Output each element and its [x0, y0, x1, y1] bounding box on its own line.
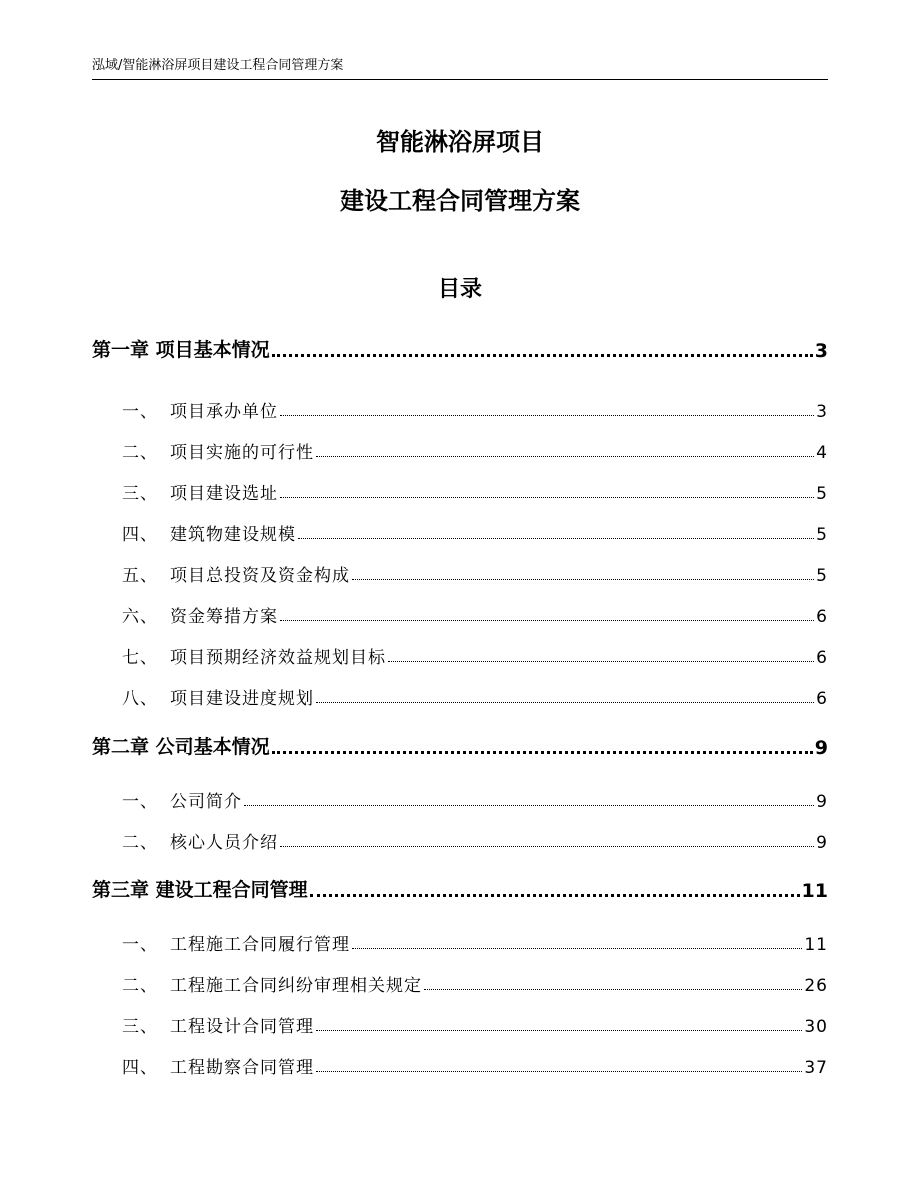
- toc-section-label: 项目建设选址: [170, 484, 278, 504]
- toc-section-number: 六、: [122, 607, 158, 627]
- toc-section[interactable]: [92, 519, 828, 545]
- toc-page-number: 9: [816, 792, 828, 812]
- toc-section-number: 七、: [122, 648, 158, 668]
- toc-section[interactable]: [92, 478, 828, 504]
- toc-section[interactable]: [92, 929, 828, 955]
- toc-section[interactable]: [92, 396, 828, 422]
- toc-leader-dots: [316, 456, 814, 457]
- toc-leader-dots: [352, 948, 802, 949]
- toc-chapter-label: 第三章 建设工程合同管理: [92, 879, 308, 901]
- toc-section-label: 项目总投资及资金构成: [170, 566, 350, 586]
- toc-page-number: 26: [804, 976, 828, 996]
- toc-chapter[interactable]: [92, 336, 828, 362]
- toc-section-label: 公司简介: [170, 792, 242, 812]
- toc-section-label: 核心人员介绍: [170, 833, 278, 853]
- toc-page-number: 5: [816, 484, 828, 504]
- toc-page-number: 3: [816, 402, 828, 422]
- toc-leader-dots: [280, 620, 814, 621]
- toc-section-number: 四、: [122, 525, 158, 545]
- toc-section[interactable]: [92, 827, 828, 853]
- toc-leader-dots: [352, 579, 814, 580]
- running-header: 泓域/智能淋浴屏项目建设工程合同管理方案: [92, 54, 828, 80]
- toc-leader-dots: [280, 497, 814, 498]
- toc-leader-dots: [272, 354, 813, 357]
- toc-section[interactable]: [92, 437, 828, 463]
- toc-section-number: 五、: [122, 566, 158, 586]
- toc-page-number: 5: [816, 566, 828, 586]
- toc-leader-dots: [280, 846, 814, 847]
- toc-leader-dots: [388, 661, 814, 662]
- toc-leader-dots: [316, 702, 814, 703]
- toc-section-label: 工程勘察合同管理: [170, 1058, 314, 1078]
- toc-section[interactable]: [92, 642, 828, 668]
- toc-page-number: 9: [816, 833, 828, 853]
- toc-section-label: 项目预期经济效益规划目标: [170, 648, 386, 668]
- toc-page-number: 4: [816, 443, 828, 463]
- toc-section-number: 一、: [122, 402, 158, 422]
- toc-section-label: 项目承办单位: [170, 402, 278, 422]
- toc-section-number: 四、: [122, 1058, 158, 1078]
- document-title-line2: 建设工程合同管理方案: [340, 187, 580, 215]
- toc-section[interactable]: [92, 970, 828, 996]
- toc-leader-dots: [280, 415, 814, 416]
- toc-section-number: 二、: [122, 443, 158, 463]
- toc-section[interactable]: [92, 601, 828, 627]
- toc-section-label: 项目建设进度规划: [170, 689, 314, 709]
- toc-page-number: 11: [804, 935, 828, 955]
- toc-section-label: 项目实施的可行性: [170, 443, 314, 463]
- toc-leader-dots: [272, 751, 813, 754]
- toc-section[interactable]: [92, 1052, 828, 1078]
- toc-page-number: 6: [816, 648, 828, 668]
- toc-section-label: 工程设计合同管理: [170, 1017, 314, 1037]
- toc-section[interactable]: [92, 786, 828, 812]
- toc-leader-dots: [316, 1071, 802, 1072]
- toc-section-number: 八、: [122, 689, 158, 709]
- toc-page-number: 6: [816, 689, 828, 709]
- toc-page-number: 5: [816, 525, 828, 545]
- toc-chapter[interactable]: [92, 733, 828, 759]
- toc-section-number: 二、: [122, 833, 158, 853]
- toc-page-number: 3: [814, 340, 828, 362]
- toc-page-number: 30: [804, 1017, 828, 1037]
- toc-section-label: 建筑物建设规模: [170, 525, 296, 545]
- toc-chapter[interactable]: [92, 876, 828, 902]
- toc-leader-dots: [310, 894, 800, 897]
- toc-page-number: 11: [801, 880, 828, 902]
- toc-heading: 目录: [437, 277, 482, 302]
- toc-leader-dots: [424, 989, 802, 990]
- toc-page-number: 6: [816, 607, 828, 627]
- toc-section[interactable]: [92, 560, 828, 586]
- toc-page-number: 37: [804, 1058, 828, 1078]
- toc-section[interactable]: [92, 683, 828, 709]
- toc-section-number: 一、: [122, 935, 158, 955]
- toc-leader-dots: [316, 1030, 802, 1031]
- toc-section-number: 一、: [122, 792, 158, 812]
- toc-section-number: 三、: [122, 1017, 158, 1037]
- toc-chapter-label: 第二章 公司基本情况: [92, 736, 270, 758]
- toc-section-number: 二、: [122, 976, 158, 996]
- toc-leader-dots: [244, 805, 814, 806]
- toc-section[interactable]: [92, 1011, 828, 1037]
- toc-section-label: 工程施工合同纠纷审理相关规定: [170, 976, 422, 996]
- toc-section-label: 资金筹措方案: [170, 607, 278, 627]
- toc-chapter-label: 第一章 项目基本情况: [92, 339, 270, 361]
- document-title-line1: 智能淋浴屏项目: [376, 128, 544, 156]
- toc-section-label: 工程施工合同履行管理: [170, 935, 350, 955]
- toc-section-number: 三、: [122, 484, 158, 504]
- toc-page-number: 9: [814, 737, 828, 759]
- toc-leader-dots: [298, 538, 814, 539]
